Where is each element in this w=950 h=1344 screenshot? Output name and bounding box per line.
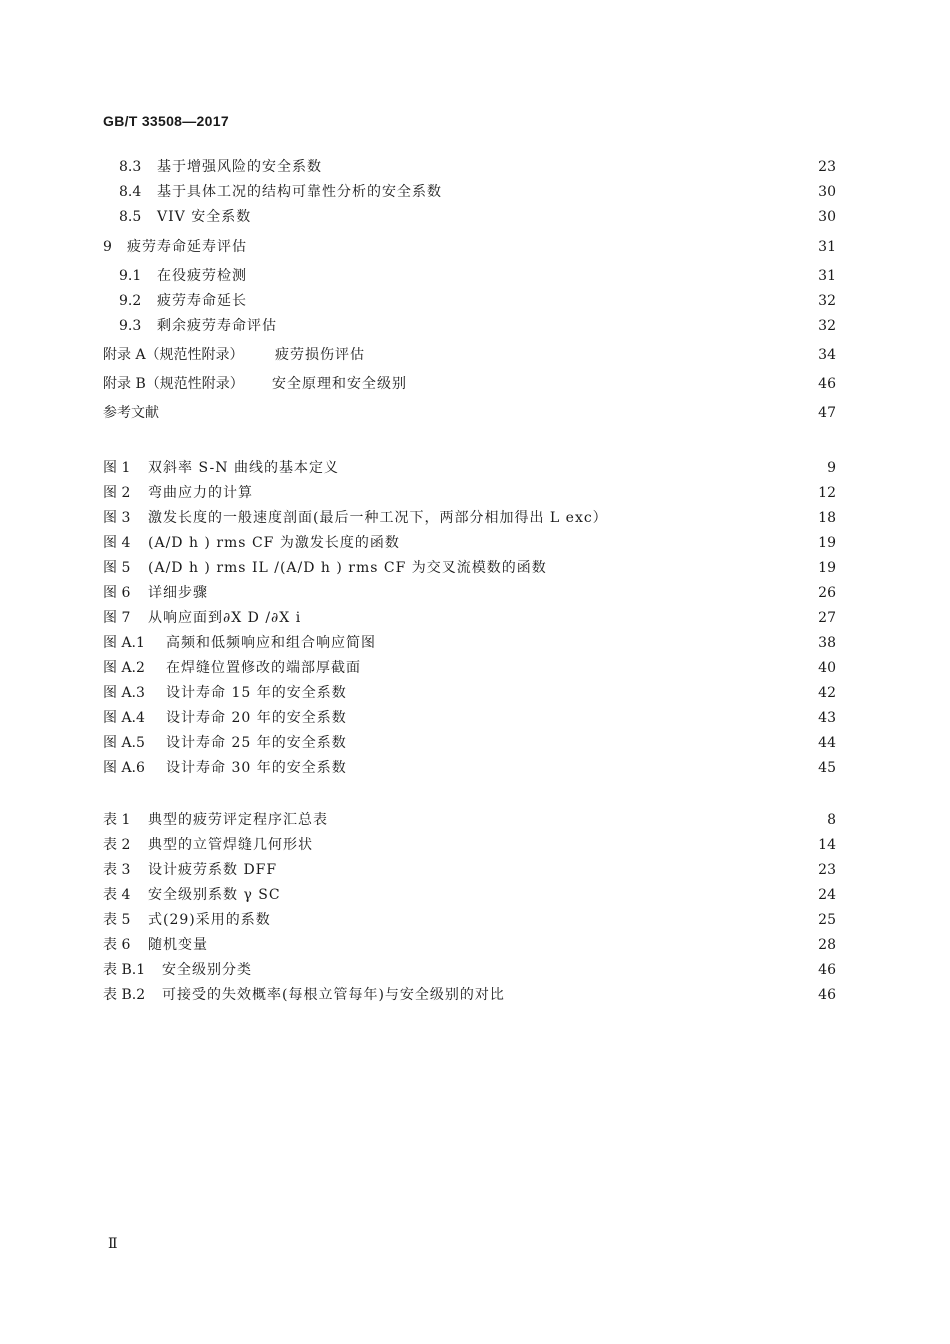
tables-entry[interactable] — [0, 808, 950, 832]
tables-entry[interactable] — [0, 983, 950, 1007]
chapters-entry-leader — [157, 205, 814, 229]
chapters-entry[interactable] — [0, 235, 950, 259]
tables-entry[interactable] — [0, 883, 950, 907]
figures-entry-title: 在焊缝位置修改的端部厚截面 — [166, 660, 361, 676]
chapters-entry[interactable] — [0, 314, 950, 338]
tables-entry[interactable] — [0, 833, 950, 857]
dot-leader — [307, 606, 808, 630]
figures-entry-leader — [148, 581, 814, 605]
dot-leader — [253, 289, 808, 313]
chapters-entry-page: 47 — [818, 405, 836, 421]
figures-entry-page: 19 — [818, 560, 836, 576]
figures-entry-page: 12 — [818, 485, 836, 501]
chapters-entry[interactable] — [0, 180, 950, 204]
tables-entry-page: 8 — [827, 812, 836, 828]
chapters-entry[interactable] — [0, 289, 950, 313]
chapters-entry-page: 34 — [818, 347, 836, 363]
dot-leader — [283, 858, 808, 882]
figures-entry-number: 图 3 — [103, 510, 131, 526]
chapters-entry-title: 基于增强风险的安全系数 — [157, 159, 322, 175]
dot-leader — [334, 808, 808, 832]
dot-leader — [367, 656, 808, 680]
tables-entry-page: 14 — [818, 837, 836, 853]
dot-leader — [553, 556, 808, 580]
figures-entry-number: 图 1 — [103, 460, 131, 476]
figures-entry-title: 双斜率 S-N 曲线的基本定义 — [148, 460, 339, 476]
chapters-entry-number: 9.1 — [119, 268, 142, 284]
figures-entry[interactable] — [0, 556, 950, 580]
figures-entry-number: 图 A.5 — [103, 735, 145, 751]
figures-entry[interactable] — [0, 606, 950, 630]
dot-leader — [253, 264, 808, 288]
dot-leader — [353, 706, 808, 730]
figures-entry-number: 图 A.2 — [103, 660, 145, 676]
page-number: Ⅱ — [108, 1236, 118, 1252]
tables-entry-leader — [162, 983, 814, 1007]
tables-entry-title: 安全级别系数 γ SC — [148, 887, 281, 903]
figures-entry-leader — [148, 506, 814, 530]
figures-entry-number: 图 5 — [103, 560, 131, 576]
tables-entry-number: 表 4 — [103, 887, 131, 903]
figures-entry[interactable] — [0, 481, 950, 505]
dot-leader — [353, 731, 808, 755]
chapters-entry-leader — [167, 401, 814, 425]
figures-entry-page: 18 — [818, 510, 836, 526]
figures-entry-leader — [166, 681, 814, 705]
dot-leader — [345, 456, 808, 480]
chapters-entry[interactable] — [0, 155, 950, 179]
chapters-entry-title: 疲劳寿命延寿评估 — [127, 239, 247, 255]
tables-entry-page: 23 — [818, 862, 836, 878]
chapters-entry-page: 30 — [818, 209, 836, 225]
chapters-entry-page: 32 — [818, 293, 836, 309]
chapters-entry[interactable] — [0, 343, 950, 367]
chapters-entry-leader — [275, 343, 814, 367]
tables-entry-page: 46 — [818, 987, 836, 1003]
figures-entry-title: 设计寿命 25 年的安全系数 — [166, 735, 347, 751]
chapters-entry-leader — [127, 235, 814, 259]
dot-leader — [258, 958, 808, 982]
dot-leader — [382, 631, 808, 655]
tables-entry[interactable] — [0, 858, 950, 882]
tables-entry-title: 安全级别分类 — [162, 962, 252, 978]
tables-entry-leader — [148, 808, 814, 832]
dot-leader — [413, 372, 808, 396]
figures-entry-page: 9 — [827, 460, 836, 476]
dot-leader — [511, 983, 808, 1007]
figures-entry-title: 设计寿命 15 年的安全系数 — [166, 685, 347, 701]
chapters-entry-title: 疲劳寿命延长 — [157, 293, 247, 309]
figures-entry-title: 详细步骤 — [148, 585, 208, 601]
tables-entry-number: 表 1 — [103, 812, 131, 828]
chapters-entry-number: 附录 B（规范性附录） — [103, 376, 244, 392]
tables-entry[interactable] — [0, 908, 950, 932]
figures-entry-title: (A/D h ) rms CF 为激发长度的函数 — [148, 535, 400, 551]
figures-entry-leader — [148, 531, 814, 555]
figures-entry[interactable] — [0, 506, 950, 530]
figures-entry-page: 40 — [818, 660, 836, 676]
tables-entry-leader — [148, 858, 814, 882]
figures-entry-leader — [166, 731, 814, 755]
tables-entry-page: 46 — [818, 962, 836, 978]
figures-entry-page: 38 — [818, 635, 836, 651]
dot-leader — [328, 155, 808, 179]
figures-entry-number: 图 A.4 — [103, 710, 145, 726]
dot-leader — [283, 314, 808, 338]
dot-leader — [277, 908, 808, 932]
dot-leader — [214, 933, 808, 957]
chapters-entry-leader — [157, 314, 814, 338]
figures-entry-page: 27 — [818, 610, 836, 626]
figures-entry-number: 图 4 — [103, 535, 131, 551]
figures-entry-page: 26 — [818, 585, 836, 601]
figures-entry-title: 从响应面到∂X D /∂X i — [148, 610, 302, 626]
figures-entry[interactable] — [0, 581, 950, 605]
figures-entry-title: 设计寿命 30 年的安全系数 — [166, 760, 347, 776]
tables-entry-leader — [148, 883, 814, 907]
figures-entry-title: 高频和低频响应和组合响应简图 — [166, 635, 376, 651]
tables-entry-leader — [162, 958, 814, 982]
figures-entry-leader — [166, 706, 814, 730]
tables-entry-number: 表 3 — [103, 862, 131, 878]
figures-entry-leader — [148, 606, 814, 630]
chapters-entry-page: 30 — [818, 184, 836, 200]
chapters-entry[interactable] — [0, 264, 950, 288]
tables-entry-page: 25 — [818, 912, 836, 928]
figures-entry[interactable] — [0, 681, 950, 705]
figures-entry-page: 42 — [818, 685, 836, 701]
dot-leader — [319, 833, 808, 857]
figures-entry-leader — [166, 656, 814, 680]
dot-leader — [448, 180, 808, 204]
chapters-entry-page: 46 — [818, 376, 836, 392]
dot-leader — [371, 343, 808, 367]
dot-leader — [287, 883, 808, 907]
chapters-entry-title: 安全原理和安全级别 — [272, 376, 407, 392]
figures-entry[interactable] — [0, 631, 950, 655]
figures-entry-title: 弯曲应力的计算 — [148, 485, 253, 501]
chapters-entry-leader — [157, 264, 814, 288]
figures-entry-page: 45 — [818, 760, 836, 776]
figures-entry[interactable] — [0, 456, 950, 480]
figures-entry[interactable] — [0, 656, 950, 680]
chapters-entry-page: 23 — [818, 159, 836, 175]
figures-entry-leader — [148, 481, 814, 505]
tables-entry-title: 式(29)采用的系数 — [148, 912, 271, 928]
figures-entry-leader — [148, 456, 814, 480]
dot-leader — [257, 205, 808, 229]
chapters-entry-title: 基于具体工况的结构可靠性分析的安全系数 — [157, 184, 442, 200]
tables-entry[interactable] — [0, 958, 950, 982]
chapters-entry-leader — [157, 180, 814, 204]
figures-entry-title: 激发长度的一般速度剖面(最后一种工况下，两部分相加得出 L exc） — [148, 510, 608, 526]
figures-entry-leader — [148, 556, 814, 580]
dot-leader — [253, 235, 808, 259]
dot-leader — [353, 681, 808, 705]
chapters-entry-title: 剩余疲劳寿命评估 — [157, 318, 277, 334]
dot-leader — [353, 756, 808, 780]
chapters-entry-number: 9.2 — [119, 293, 142, 309]
chapters-entry-title: VIV 安全系数 — [157, 209, 252, 225]
figures-entry-number: 图 6 — [103, 585, 131, 601]
figures-entry[interactable] — [0, 706, 950, 730]
chapters-entry-leader — [157, 155, 814, 179]
figures-entry-page: 19 — [818, 535, 836, 551]
tables-entry-title: 典型的疲劳评定程序汇总表 — [148, 812, 328, 828]
tables-entry-title: 随机变量 — [148, 937, 208, 953]
figures-entry-number: 图 A.1 — [103, 635, 145, 651]
chapters-entry-number: 8.5 — [119, 209, 142, 225]
figures-entry-page: 43 — [818, 710, 836, 726]
figures-entry-number: 图 7 — [103, 610, 131, 626]
dot-leader — [214, 581, 808, 605]
dot-leader — [259, 481, 808, 505]
tables-entry-number: 表 B.2 — [103, 987, 146, 1003]
tables-entry-title: 可接受的失效概率(每根立管每年)与安全级别的对比 — [162, 987, 505, 1003]
figures-entry-number: 图 A.6 — [103, 760, 145, 776]
figures-entry-number: 图 A.3 — [103, 685, 145, 701]
chapters-entry-title: 在役疲劳检测 — [157, 268, 247, 284]
tables-entry-number: 表 2 — [103, 837, 131, 853]
dot-leader — [406, 531, 808, 555]
figures-entry-leader — [166, 631, 814, 655]
tables-entry-page: 28 — [818, 937, 836, 953]
chapters-entry-number: 参考文献 — [103, 405, 159, 421]
figures-entry[interactable] — [0, 756, 950, 780]
tables-entry-title: 典型的立管焊缝几何形状 — [148, 837, 313, 853]
chapters-entry-number: 9.3 — [119, 318, 142, 334]
figures-entry-leader — [166, 756, 814, 780]
chapters-entry[interactable] — [0, 205, 950, 229]
chapters-entry[interactable] — [0, 372, 950, 396]
tables-entry-leader — [148, 933, 814, 957]
tables-entry-number: 表 6 — [103, 937, 131, 953]
dot-leader — [173, 401, 808, 425]
chapters-entry-number: 8.4 — [119, 184, 142, 200]
standard-id: GB/T 33508—2017 — [103, 113, 229, 129]
chapters-entry-number: 8.3 — [119, 159, 142, 175]
chapters-entry-leader — [272, 372, 814, 396]
figures-entry[interactable] — [0, 531, 950, 555]
tables-entry-leader — [148, 908, 814, 932]
tables-entry-title: 设计疲劳系数 DFF — [148, 862, 278, 878]
chapters-entry-number: 附录 A（规范性附录） — [103, 347, 244, 363]
figures-entry-page: 44 — [818, 735, 836, 751]
chapters-entry-page: 31 — [818, 268, 836, 284]
chapters-entry-leader — [157, 289, 814, 313]
chapters-entry-page: 31 — [818, 239, 836, 255]
figures-entry-title: 设计寿命 20 年的安全系数 — [166, 710, 347, 726]
figures-entry[interactable] — [0, 731, 950, 755]
chapters-entry-number: 9 — [103, 239, 112, 255]
tables-entry-page: 24 — [818, 887, 836, 903]
figures-entry-title: (A/D h ) rms IL /(A/D h ) rms CF 为交叉流模数的函数 — [148, 560, 547, 576]
chapters-entry-title: 疲劳损伤评估 — [275, 347, 365, 363]
figures-entry-number: 图 2 — [103, 485, 131, 501]
tables-entry-number: 表 B.1 — [103, 962, 146, 978]
tables-entry[interactable] — [0, 933, 950, 957]
tables-entry-number: 表 5 — [103, 912, 131, 928]
chapters-entry[interactable] — [0, 401, 950, 425]
chapters-entry-page: 32 — [818, 318, 836, 334]
dot-leader — [614, 506, 808, 530]
tables-entry-leader — [148, 833, 814, 857]
